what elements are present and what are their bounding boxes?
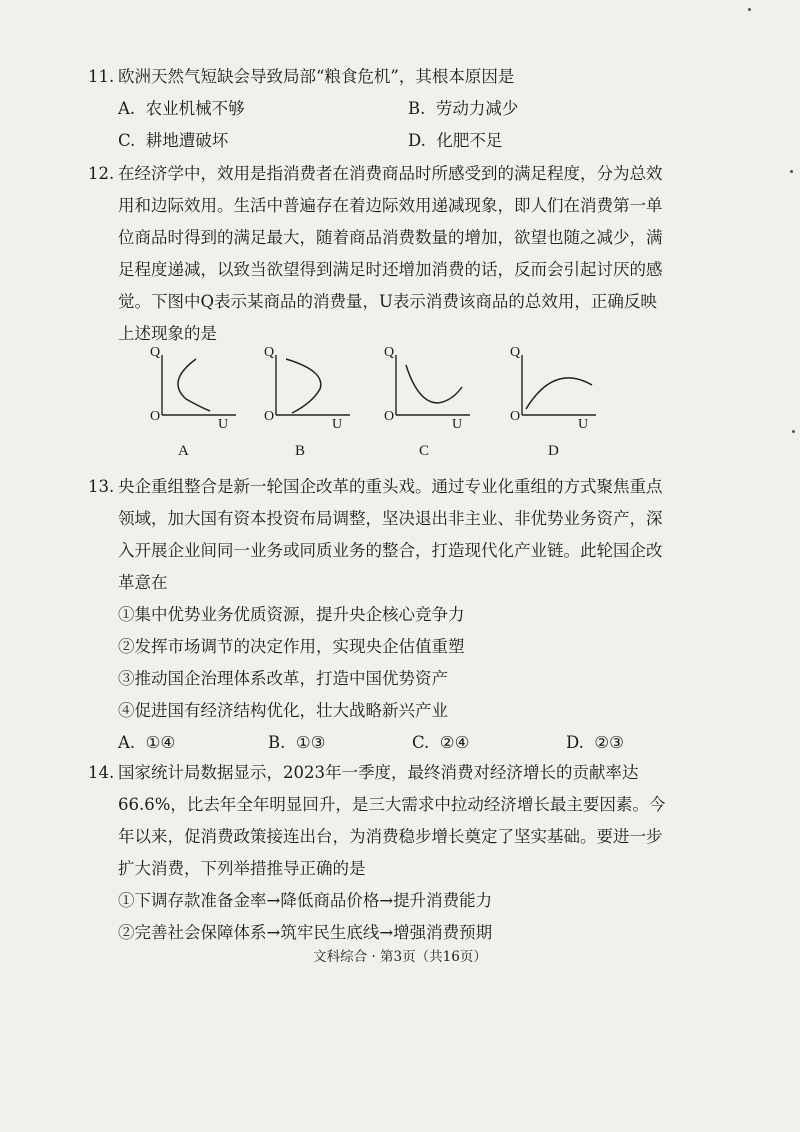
graph-b-origin: O	[264, 409, 275, 424]
q12-line-6: 上述现象的是	[118, 324, 217, 343]
q12-line-3: 位商品时得到的满足最大，随着商品消费数量的增加，欲望也随之减少，满	[118, 228, 663, 247]
scan-speck	[792, 430, 795, 433]
graph-a-plot	[148, 345, 243, 435]
q13-option-c: C. ②④	[412, 733, 470, 752]
q13-option-d: D. ②③	[566, 733, 624, 752]
graph-a-curve	[178, 359, 210, 411]
graph-d-curve	[526, 378, 592, 409]
graph-d-label: D	[548, 443, 559, 459]
q14-line-2: 66.6%，比去年全年明显回升，是三大需求中拉动经济增长最主要因素。今	[118, 795, 666, 814]
q13-item-1: ①集中优势业务优质资源，提升央企核心竞争力	[118, 605, 465, 624]
q11-number: 11.	[88, 67, 115, 86]
bleed-through-text	[520, 74, 533, 93]
scan-speck	[790, 170, 793, 173]
graph-c-y-label: Q	[384, 345, 395, 360]
q13-item-4: ④促进国有经济结构优化，壮大战略新兴产业	[118, 701, 448, 720]
q13-option-b: B. ①③	[268, 733, 326, 752]
q14-number: 14.	[88, 763, 115, 782]
page-footer: 文科综合 · 第3页（共16页）	[313, 949, 487, 965]
graph-a-x-label: U	[218, 417, 229, 432]
graph-c	[382, 345, 477, 439]
q14-item-1: ①下调存款准备金率→降低商品价格→提升消费能力	[118, 891, 493, 910]
q13-line-4: 革意在	[118, 573, 168, 592]
q13-line-1: 央企重组整合是新一轮国企改革的重头戏。通过专业化重组的方式聚焦重点	[118, 477, 663, 496]
q13-number: 13.	[88, 477, 115, 496]
q12-line-5: 觉。下图中Q表示某商品的消费量，U表示消费该商品的总效用，正确反映	[118, 292, 657, 311]
q13-item-2: ②发挥市场调节的决定作用，实现央企估值重塑	[118, 637, 465, 656]
q13-line-2: 领域，加大国有资本投资布局调整，坚决退出非主业、非优势业务资产，深	[118, 509, 663, 528]
graph-d	[508, 345, 603, 439]
q12-line-2: 用和边际效用。生活中普遍存在着边际效用递减现象，即人们在消费第一单	[118, 196, 663, 215]
q14-line-4: 扩大消费，下列举措推导正确的是	[118, 859, 366, 878]
scan-speck	[748, 8, 751, 11]
q14-line-1: 国家统计局数据显示，2023年一季度，最终消费对经济增长的贡献率达	[118, 763, 639, 782]
graph-c-curve	[406, 365, 462, 403]
q12-line-4: 足程度递减，以致当欲望得到满足时还增加消费的话，反而会引起讨厌的感	[118, 260, 663, 279]
graph-c-x-label: U	[452, 417, 463, 432]
graph-a-origin: O	[150, 409, 161, 424]
q11-stem: 欧洲天然气短缺会导致局部“粮食危机”，其根本原因是	[118, 67, 515, 86]
graph-c-origin: O	[384, 409, 395, 424]
graph-a	[148, 345, 243, 439]
q14-line-3: 年以来，促消费政策接连出台，为消费稳步增长奠定了坚实基础。要进一步	[118, 827, 663, 846]
q12-line-1: 在经济学中，效用是指消费者在消费商品时所感受到的满足程度，分为总效	[118, 164, 663, 183]
q11-option-c: C. 耕地遭破坏	[118, 131, 229, 150]
graph-d-y-label: Q	[510, 345, 521, 360]
q13-item-3: ③推动国企治理体系改革，打造中国优势资产	[118, 669, 448, 688]
q12-number: 12.	[88, 164, 115, 183]
graph-a-y-label: Q	[150, 345, 161, 360]
q13-option-a: A. ①④	[118, 733, 176, 752]
graph-c-plot	[382, 345, 477, 435]
graph-d-plot	[508, 345, 603, 435]
graph-b-label: B	[295, 443, 306, 459]
graph-d-origin: O	[510, 409, 521, 424]
q14-item-2: ②完善社会保障体系→筑牢民生底线→增强消费预期	[118, 923, 493, 942]
q13-line-3: 入开展企业间同一业务或同质业务的整合，打造现代化产业链。此轮国企改	[118, 541, 663, 560]
graph-b-plot	[262, 345, 357, 435]
q11-option-b: B. 劳动力减少	[408, 99, 519, 118]
graph-d-x-label: U	[578, 417, 589, 432]
graph-b-x-label: U	[332, 417, 343, 432]
q11-option-d: D. 化肥不足	[408, 131, 503, 150]
graph-a-label: A	[178, 443, 189, 459]
graph-b-curve	[286, 359, 321, 413]
graph-b	[262, 345, 357, 439]
graph-c-label: C	[419, 443, 430, 459]
q11-option-a: A. 农业机械不够	[118, 99, 245, 118]
graph-b-y-label: Q	[264, 345, 275, 360]
